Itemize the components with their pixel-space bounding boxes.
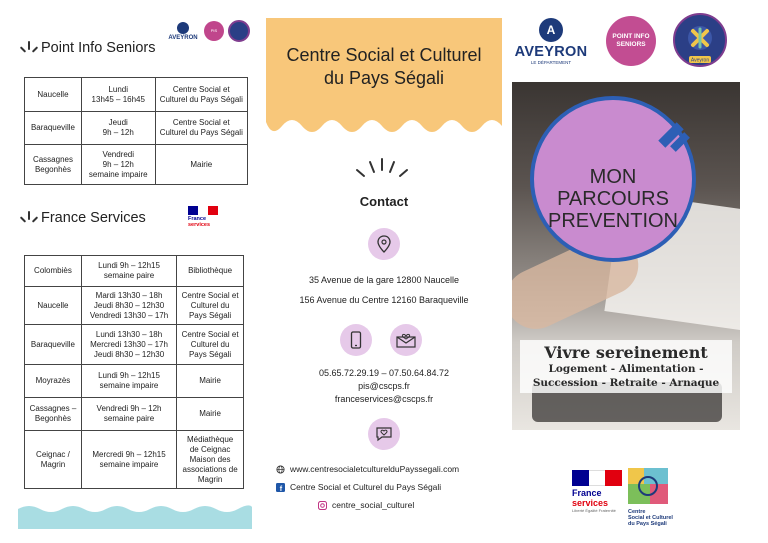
location-cell: Mairie	[155, 145, 247, 185]
conference-financeurs-logo	[672, 12, 728, 68]
phone-icon	[340, 324, 372, 356]
table-row	[25, 145, 248, 185]
hours-cell: Mardi 13h30 – 18h Jeudi 8h30 – 12h30 Vendredi 13h30 – 17h	[81, 287, 176, 325]
website-link[interactable]: www.centresocialetculturelduPayssegali.com	[276, 464, 459, 474]
email-pis[interactable]: pis@cscps.fr	[358, 381, 410, 391]
chat-heart-icon	[368, 418, 400, 450]
place-cell: Colombiès	[25, 256, 82, 287]
table-row	[25, 256, 244, 287]
location-cell: Médiathèque de Ceignac Maison des associations de Magrin	[177, 431, 244, 489]
subtitle-box: Vivre sereinement Logement - Alimentation - Succession - Retraite - Arnaque	[520, 340, 732, 393]
facebook-link[interactable]: f Centre Social et Culturel du Pays Ségali	[276, 482, 441, 492]
pis-logo-small: PIS	[204, 21, 224, 41]
place-cell: Cassagnes Begonhès	[25, 145, 82, 185]
pis-schedule-table	[24, 77, 248, 185]
sparkle-icon	[354, 158, 410, 184]
address-naucelle: 35 Avenue de la gare 12800 Naucelle	[309, 275, 459, 285]
instagram-icon	[318, 501, 327, 510]
location-cell: Centre Social et Culturel du Pays Ségali	[155, 78, 247, 112]
location-cell: Bibliothèque	[177, 256, 244, 287]
right-panel	[512, 0, 768, 543]
organization-title: Centre Social et Culturel du Pays Ségali	[286, 45, 482, 88]
place-cell: Naucelle	[25, 287, 82, 325]
fs-schedule-table	[24, 255, 244, 489]
place-cell: Naucelle	[25, 78, 82, 112]
svg-text:f: f	[279, 483, 283, 492]
table-row	[25, 398, 244, 431]
place-cell: Ceignac / Magrin	[25, 431, 82, 489]
hours-cell: Vendredi 9h – 12h semaine paire	[81, 398, 176, 431]
sparkle-icon	[20, 210, 38, 226]
aveyron-logo: A AVEYRON LE DÉPARTEMENT	[512, 18, 590, 65]
location-pin-icon	[368, 228, 400, 260]
table-row	[25, 78, 248, 112]
location-cell: Centre Social et Culturel du Pays Ségali	[155, 112, 247, 145]
accent-bars-icon	[652, 122, 692, 156]
table-row	[25, 287, 244, 325]
svg-text:Aveyron: Aveyron	[690, 57, 710, 64]
aveyron-logo-small: AVEYRON	[166, 22, 200, 41]
facebook-icon	[276, 483, 285, 492]
partner-logos-small	[166, 20, 250, 42]
aveyron-emblem-icon: A	[539, 18, 563, 42]
location-cell: Centre Social et Culturel du Pays Ségali	[177, 287, 244, 325]
instagram-link[interactable]: centre_social_culturel	[318, 500, 414, 510]
place-cell: Moyrazès	[25, 365, 82, 398]
place-cell: Baraqueville	[25, 112, 82, 145]
point-info-seniors-logo: POINT INFO SENIORS	[606, 16, 656, 66]
mail-heart-icon	[390, 324, 422, 356]
france-services-logo-small: France services	[188, 206, 218, 228]
decorative-wave	[18, 503, 252, 529]
hours-cell: Vendredi 9h – 12h semaine impaire	[81, 145, 155, 185]
hours-cell: Lundi 9h – 12h15 semaine impaire	[81, 365, 176, 398]
place-cell: Baraqueville	[25, 325, 82, 365]
centre-social-art-icon	[628, 468, 668, 504]
pis-section-title: Point Info Seniors	[20, 40, 155, 56]
centre-social-logo: Centre Social et Culturel du Pays Ségali	[628, 468, 684, 527]
table-row	[25, 325, 244, 365]
fs-section-title: France Services	[20, 210, 146, 226]
location-cell: Centre Social et Culturel du Pays Ségali	[177, 325, 244, 365]
hours-cell: Lundi 13h30 – 18h Mercredi 13h30 – 17h Jeudi 8h30 – 12h30	[81, 325, 176, 365]
table-row	[25, 431, 244, 489]
place-cell: Cassagnes – Begonhès	[25, 398, 82, 431]
table-row	[25, 112, 248, 145]
cover-photo	[512, 82, 740, 430]
hours-cell: Lundi 9h – 12h15 semaine paire	[81, 256, 176, 287]
hours-cell: Lundi 13h45 – 16h45	[81, 78, 155, 112]
email-france-services[interactable]: franceservices@cscps.fr	[334, 394, 434, 404]
globe-icon	[276, 465, 285, 474]
sparkle-icon	[20, 40, 38, 56]
phone-numbers: 05.65.72.29.19 – 07.50.64.84.72	[318, 368, 450, 378]
left-panel	[0, 0, 256, 543]
conference-logo-small	[228, 20, 250, 42]
main-title: MON PARCOURS PREVENTION	[547, 166, 679, 232]
hours-cell: Jeudi 9h – 12h	[81, 112, 155, 145]
hours-cell: Mercredi 9h – 12h15 semaine impaire	[81, 431, 176, 489]
location-cell: Mairie	[177, 398, 244, 431]
france-services-logo: France services Liberté Égalité Fraternité	[572, 470, 622, 513]
middle-panel	[256, 0, 512, 543]
contact-heading: Contact	[359, 194, 409, 209]
location-cell: Mairie	[177, 365, 244, 398]
address-baraqueville: 156 Avenue du Centre 12160 Baraqueville	[299, 295, 469, 305]
table-row	[25, 365, 244, 398]
